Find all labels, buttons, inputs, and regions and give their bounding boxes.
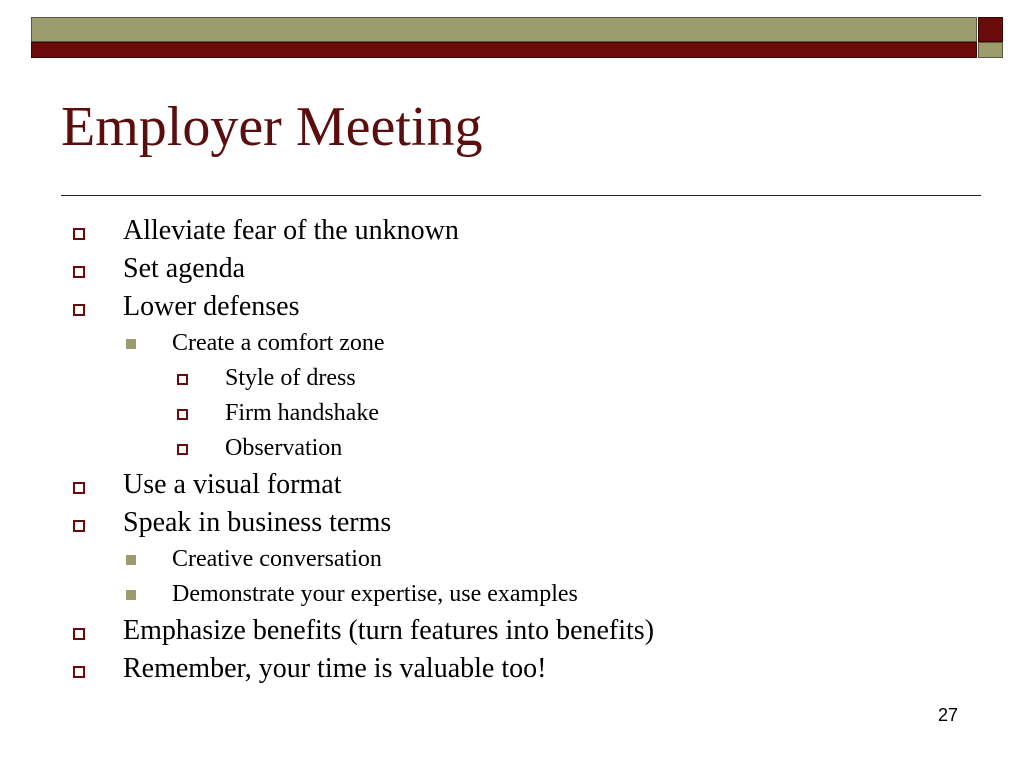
hollow-square-bullet-icon — [73, 304, 85, 316]
sub-bullet-text: Demonstrate your expertise, use examples — [172, 581, 578, 607]
bullet-text: Alleviate fear of the unknown — [123, 215, 459, 246]
sub-bullet-text: Creative conversation — [172, 546, 382, 572]
bullet-text: Lower defenses — [123, 291, 300, 322]
bullet-text: Remember, your time is valuable too! — [123, 653, 547, 684]
sub-sub-bullet-item — [0, 398, 1024, 433]
bullet-item — [0, 290, 1024, 328]
bullet-item — [0, 614, 1024, 652]
header-red-square — [978, 17, 1003, 42]
hollow-square-bullet-icon — [73, 482, 85, 494]
hollow-square-bullet-icon — [73, 628, 85, 640]
filled-square-bullet-icon — [126, 339, 136, 349]
title-divider — [61, 195, 981, 196]
hollow-square-bullet-icon — [177, 374, 188, 385]
bullet-item — [0, 214, 1024, 252]
hollow-square-bullet-icon — [73, 520, 85, 532]
sub-bullet-item — [0, 544, 1024, 579]
filled-square-bullet-icon — [126, 590, 136, 600]
bullet-text: Set agenda — [123, 253, 246, 284]
sub-bullet-item — [0, 328, 1024, 363]
bullet-item — [0, 652, 1024, 690]
hollow-square-bullet-icon — [73, 228, 85, 240]
sub-sub-bullet-text: Firm handshake — [225, 400, 379, 426]
sub-sub-bullet-text: Style of dress — [225, 365, 356, 391]
hollow-square-bullet-icon — [73, 666, 85, 678]
bullet-item — [0, 252, 1024, 290]
hollow-square-bullet-icon — [177, 444, 188, 455]
bullet-item — [0, 506, 1024, 544]
bullet-text: Speak in business terms — [123, 507, 392, 538]
sub-bullet-item — [0, 579, 1024, 614]
header-olive-bar — [31, 17, 977, 42]
bullet-list — [0, 214, 1024, 690]
hollow-square-bullet-icon — [177, 409, 188, 420]
page-number: 27 — [938, 705, 959, 725]
filled-square-bullet-icon — [126, 555, 136, 565]
sub-sub-bullet-item — [0, 433, 1024, 468]
bullet-item — [0, 468, 1024, 506]
sub-sub-bullet-item — [0, 363, 1024, 398]
hollow-square-bullet-icon — [73, 266, 85, 278]
bullet-text: Use a visual format — [123, 469, 342, 500]
sub-sub-bullet-text: Observation — [225, 435, 343, 461]
header-red-bar — [31, 42, 977, 58]
header-olive-square — [978, 42, 1003, 58]
sub-bullet-text: Create a comfort zone — [172, 330, 385, 356]
bullet-text: Emphasize benefits (turn features into benefits) — [123, 615, 655, 646]
slide-title: Employer Meeting — [61, 96, 483, 158]
